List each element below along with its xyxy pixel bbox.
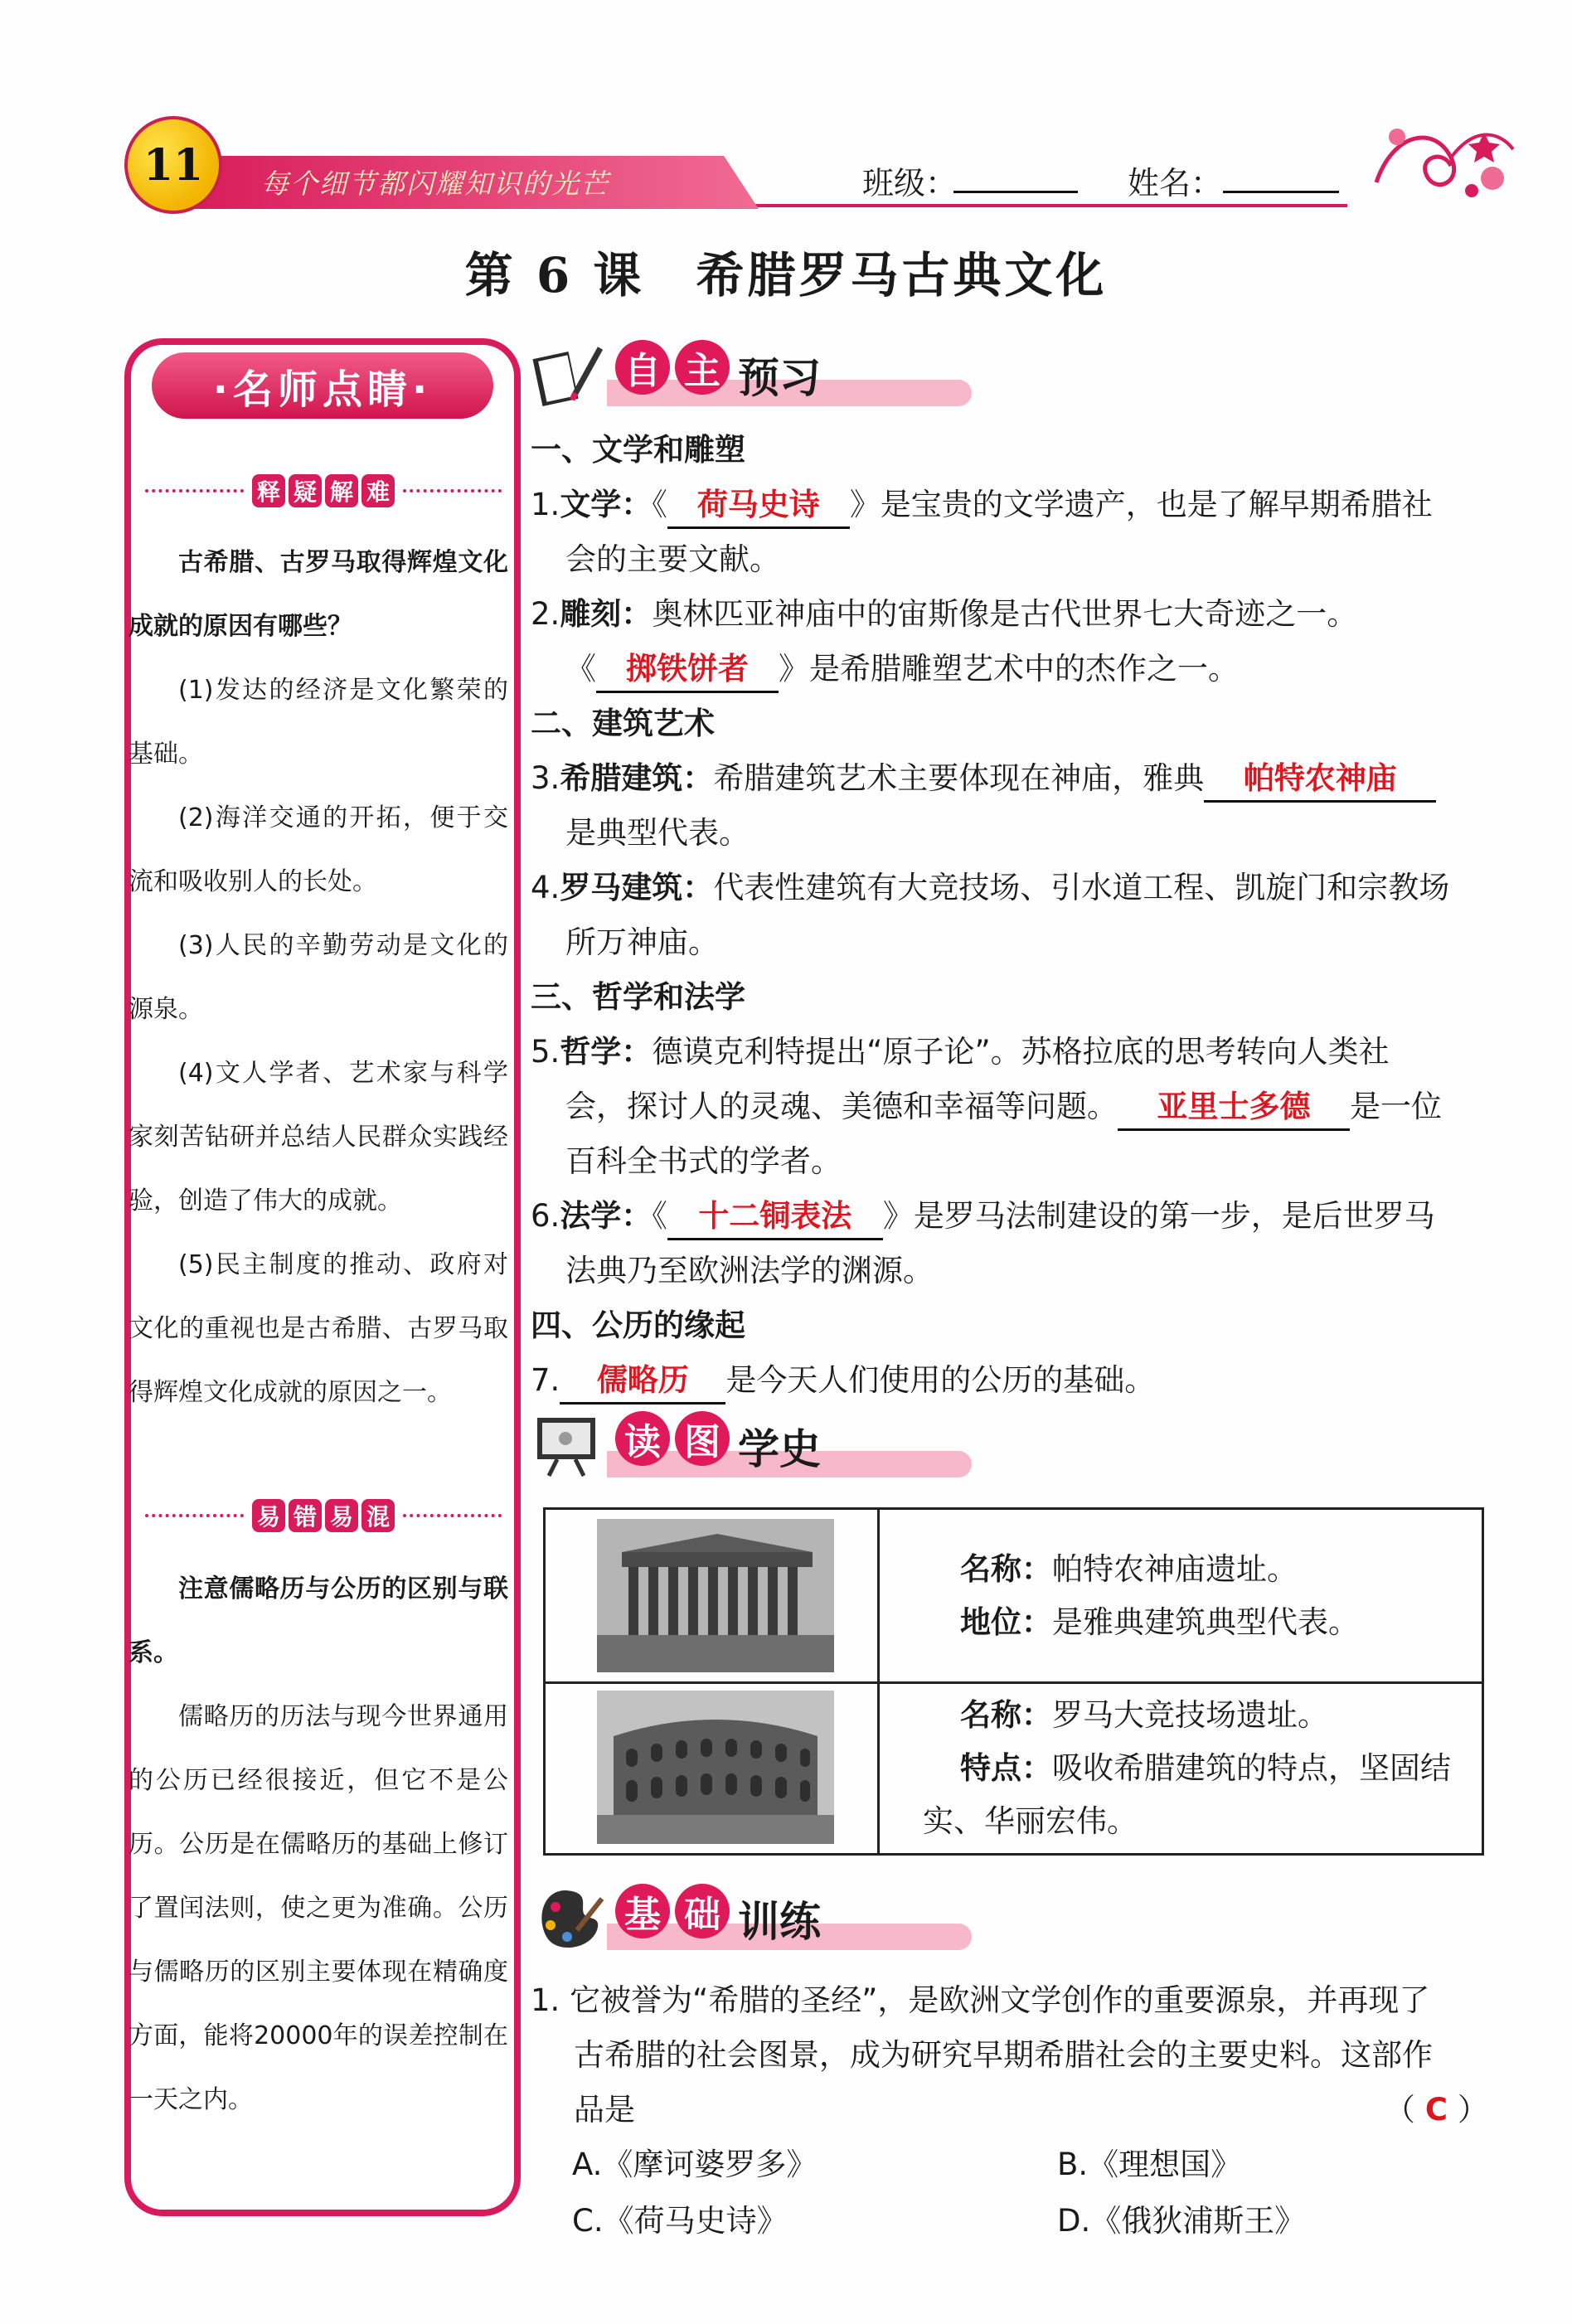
q-num: 1.	[531, 1982, 560, 2018]
q-text: 》是希腊雕塑艺术中的杰作之一。	[779, 651, 1239, 687]
sidebar-point: (5)民主制度的推动、政府对文化的重视也是古希腊、古罗马取得辉煌文化成就的原因之一。	[129, 1250, 508, 1407]
option-d[interactable]: D.《俄狄浦斯王》	[1057, 2203, 1306, 2239]
bracket-open: （	[1384, 2092, 1415, 2128]
sidebar-point: (3)人民的辛勤劳动是文化的源泉。	[129, 931, 508, 1024]
figure-caption	[923, 1689, 1451, 1848]
subhead-char: 难	[361, 474, 395, 507]
easel-board-icon	[532, 1409, 605, 1482]
sidebar-section-clarify	[129, 531, 508, 1424]
category-heading: 一、文学和雕塑	[531, 432, 745, 468]
sidebar-point: (1)发达的经济是文化繁荣的基础。	[129, 676, 508, 769]
answer-blank[interactable]: 亚里士多德	[1118, 1085, 1350, 1131]
option-a[interactable]: A.《摩诃婆罗多》	[572, 2147, 818, 2182]
q-line	[531, 642, 1505, 696]
preview-content	[531, 423, 1505, 1408]
q-num: 5.	[531, 1034, 560, 1070]
category-heading: 三、哲学和法学	[531, 979, 745, 1015]
subhead-char: 易	[325, 1499, 358, 1532]
training-question-1	[531, 1973, 1505, 2137]
caption-value: 是雅典建筑典型代表。	[1052, 1604, 1359, 1640]
q-text: 》是罗马法制建设的第一步，是后世罗马	[882, 1198, 1435, 1234]
name-label: 姓名：	[1128, 165, 1223, 201]
q-label: 哲学：	[560, 1034, 653, 1070]
section-head-char: 础	[675, 1884, 730, 1938]
palette-icon	[532, 1882, 605, 1955]
figure-row-parthenon	[546, 1510, 1482, 1681]
q-num: 4.	[531, 870, 560, 905]
section-head-read-figure	[532, 1409, 864, 1484]
header-motto: 每个细节都闪耀知识的光芒	[261, 167, 609, 200]
figure-caption	[960, 1543, 1359, 1649]
subhead-char: 混	[361, 1499, 395, 1532]
caption-key: 特点：	[960, 1750, 1052, 1786]
q-num: 2.	[531, 596, 560, 632]
question-5	[531, 1025, 1505, 1080]
flourish-ornament-icon	[1360, 99, 1526, 216]
parthenon-photo	[597, 1519, 834, 1672]
q-text: 》是宝贵的文学遗产，也是了解早期希腊社	[849, 487, 1433, 522]
section-head-training	[532, 1882, 864, 1957]
caption-value: 吸收希腊建筑的特点，坚固结	[1052, 1750, 1451, 1786]
section-head-text: 预习	[738, 354, 821, 402]
q-num: 6.	[531, 1198, 560, 1234]
option-c[interactable]: C.《荷马史诗》	[572, 2203, 788, 2239]
caption-value: 实、华丽宏伟。	[923, 1803, 1138, 1839]
q-text: 法典乃至欧洲法学的渊源。	[565, 1253, 934, 1288]
q-text: 百科全书式的学者。	[565, 1143, 842, 1179]
q-text: 代表性建筑有大竞技场、引水道工程、凯旋门和宗教场	[713, 870, 1450, 905]
sidebar-point: (4)文人学者、艺术家与科学家刻苦钻研并总结人民群众实践经验，创造了伟大的成就。	[129, 1059, 508, 1215]
class-input-line[interactable]	[953, 191, 1078, 193]
subhead-char: 释	[252, 474, 285, 507]
q-num: 7.	[531, 1362, 560, 1398]
q-text: 是典型代表。	[565, 815, 750, 851]
sidebar-title: ·名师点睛·	[152, 352, 493, 419]
subhead-char: 解	[325, 474, 358, 507]
section-head-char: 自	[615, 340, 670, 395]
category-heading: 四、公历的缘起	[531, 1308, 745, 1343]
caption-value: 帕特农神庙遗址。	[1052, 1551, 1298, 1587]
q-text: 是一位	[1350, 1089, 1442, 1124]
answer-bracket[interactable]	[1385, 2083, 1488, 2137]
answer-blank[interactable]: 荷马史诗	[667, 483, 850, 529]
q-label: 文学：	[560, 487, 653, 522]
q-label: 法学：	[560, 1198, 653, 1234]
sidebar-question: 注意儒略历与公历的区别与联系。	[129, 1574, 508, 1667]
section-head-char: 基	[615, 1884, 670, 1938]
answer-blank[interactable]: 十二铜表法	[667, 1195, 883, 1240]
sidebar-body: 儒略历的历法与现今世界通用的公历已经很接近，但它不是公历。公历是在儒略历的基础上修订了置闰法则，使之更为准确。公历与儒略历的区别主要体现在精确度方面，能将20000年的误差控制在一天之内。	[129, 1702, 508, 2114]
question-1	[531, 478, 1505, 532]
figure-row-colosseum	[546, 1684, 1482, 1856]
q-text: 德谟克利特提出“原子论”。苏格拉底的思考转向人类社	[652, 1034, 1390, 1070]
q-text: 希腊建筑艺术主要体现在神庙，雅典	[713, 760, 1205, 796]
bracket-close: ）	[1458, 2092, 1488, 2128]
question-6	[531, 1189, 1505, 1244]
q-text: 会的主要文献。	[565, 541, 780, 577]
q-label: 雕刻：	[560, 596, 653, 632]
q-text: 所万神庙。	[565, 924, 719, 960]
sidebar-subhead-clarify	[145, 474, 502, 507]
sidebar-subhead-mistakes	[145, 1499, 502, 1532]
q-text: 它被誉为“希腊的圣经”，是欧洲文学创作的重要源泉，并再现了	[570, 1982, 1430, 2018]
lesson-title: 第 6 课 希腊罗马古典文化	[464, 247, 1108, 303]
caption-key: 名称：	[960, 1697, 1052, 1733]
section-head-char: 主	[675, 340, 730, 395]
q-text: 《	[652, 1198, 667, 1234]
figure-table	[543, 1507, 1484, 1856]
q-text: 奥林匹亚神庙中的宙斯像是古代世界七大奇迹之一。	[652, 596, 1358, 632]
question-4	[531, 861, 1505, 915]
caption-value: 罗马大竞技场遗址。	[1052, 1697, 1328, 1733]
q-label: 希腊建筑：	[560, 760, 714, 796]
colosseum-photo	[597, 1691, 834, 1844]
answer-blank[interactable]: 掷铁饼者	[596, 648, 779, 693]
option-b[interactable]: B.《理想国》	[1057, 2147, 1242, 2182]
sidebar-section-mistakes	[129, 1557, 508, 2132]
q-line	[531, 2083, 1505, 2137]
q-text: 会，探讨人的灵魂、美德和幸福等问题。	[565, 1089, 1118, 1124]
subhead-char: 疑	[289, 474, 322, 507]
book-pen-icon	[532, 338, 605, 411]
q-num: 3.	[531, 760, 560, 796]
name-input-line[interactable]	[1223, 191, 1339, 193]
caption-key: 地位：	[960, 1604, 1052, 1640]
section-head-char: 图	[675, 1411, 730, 1466]
section-head-preview	[532, 338, 864, 413]
question-7	[531, 1353, 1505, 1408]
answer-choice: C	[1424, 2092, 1448, 2128]
q-label: 罗马建筑：	[560, 870, 714, 905]
subhead-char: 错	[289, 1499, 322, 1532]
section-head-text: 训练	[738, 1898, 821, 1946]
q-num: 1.	[531, 487, 560, 522]
answer-blank[interactable]: 儒略历	[560, 1359, 725, 1405]
sidebar-point: (2)海洋交通的开拓，便于交流和吸收别人的长处。	[129, 803, 508, 896]
q-text: 古希腊的社会图景，成为研究早期希腊社会的主要史料。这部作	[574, 2037, 1433, 2073]
subhead-char: 易	[252, 1499, 285, 1532]
question-3	[531, 751, 1505, 806]
q-text: 《	[652, 487, 667, 522]
category-heading: 二、建筑艺术	[531, 706, 715, 741]
q-text: 品是	[574, 2092, 635, 2128]
q-line	[531, 1080, 1505, 1134]
q-text: 是今天人们使用的公历的基础。	[725, 1362, 1156, 1398]
caption-key: 名称：	[960, 1551, 1052, 1587]
section-head-char: 读	[615, 1411, 670, 1466]
q-text: 《	[565, 651, 596, 687]
question-2	[531, 587, 1505, 642]
section-head-text: 学史	[738, 1425, 821, 1473]
page-number-badge: 11	[124, 116, 222, 214]
sidebar-question: 古希腊、古罗马取得辉煌文化成就的原因有哪些？	[129, 548, 508, 641]
class-label: 班级：	[862, 165, 958, 201]
answer-blank[interactable]: 帕特农神庙	[1204, 757, 1436, 803]
